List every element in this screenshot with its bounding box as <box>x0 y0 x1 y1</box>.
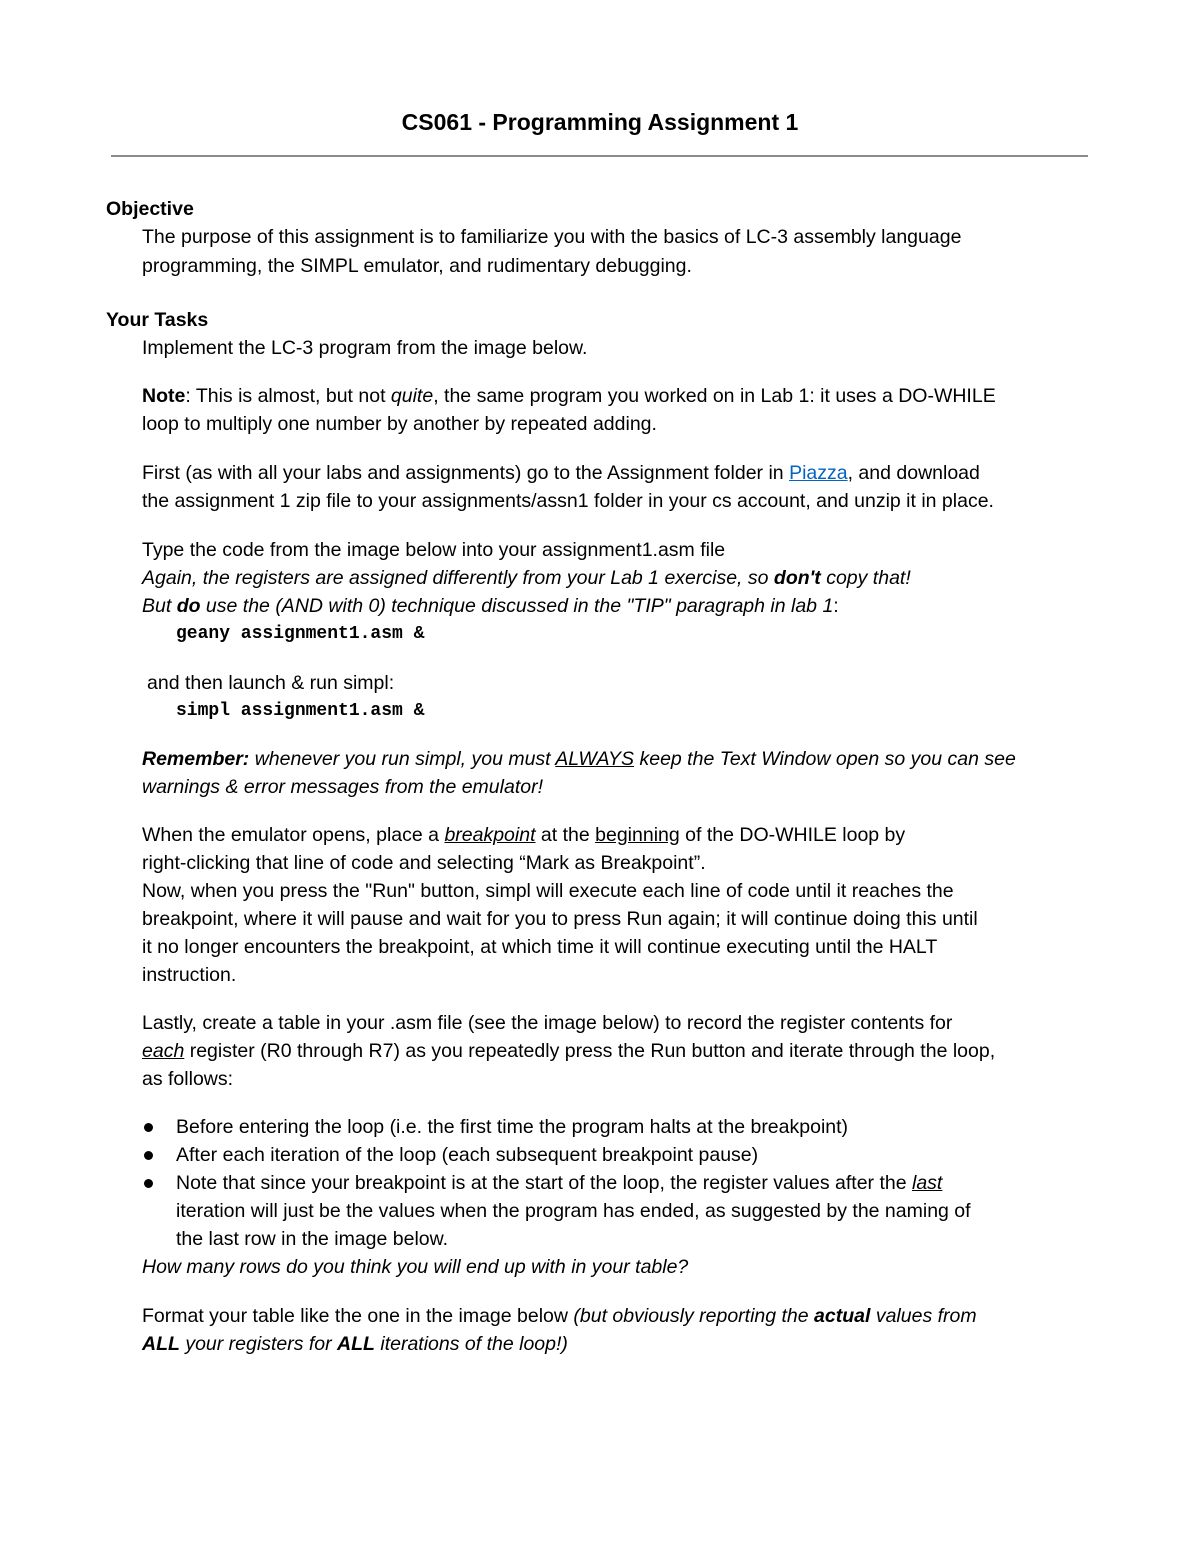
when-beginning: beginning <box>595 824 680 846</box>
first-paragraph-line-1 <box>142 459 980 487</box>
how-many-question: How many rows do you think you will end up with in your table? <box>142 1256 689 1278</box>
piazza-link[interactable]: Piazza <box>789 462 848 484</box>
now-line-1: Now, when you press the "Run" button, simpl will execute each line of code until it reaches the <box>142 880 954 902</box>
first-paragraph-line-2: the assignment 1 zip file to your assignments/assn1 folder in your cs account, and unzip it in place. <box>142 490 994 512</box>
bullet3-line-2: iteration will just be the values when the program has ended, as suggested by the naming of <box>176 1200 971 1222</box>
now-line-2: breakpoint, where it will pause and wait for you to press Run again; it will continue doing this until <box>142 908 978 930</box>
page-title: CS061 - Programming Assignment 1 <box>401 109 799 135</box>
first-text-a: First (as with all your labs and assignments) go to the Assignment folder in <box>142 462 790 484</box>
format-line-1 <box>142 1302 977 1330</box>
objective-line-2: programming, the SIMPL emulator, and rudimentary debugging. <box>142 255 692 277</box>
format-text-e: iterations of the loop!) <box>374 1333 568 1355</box>
but-do-line <box>142 592 839 620</box>
note-text-b: , the same program you worked on in Lab 1: it uses a DO-WHILE <box>433 385 996 407</box>
bullet3-line-3: the last row in the image below. <box>176 1228 449 1250</box>
tasks-heading: Your Tasks <box>106 309 209 331</box>
remember-line-1 <box>142 745 1016 773</box>
again-text-b: copy that! <box>820 567 911 589</box>
title-divider <box>111 155 1088 157</box>
when-breakpoint: breakpoint <box>444 824 536 846</box>
bullet3-last: last <box>912 1172 943 1194</box>
remember-label: Remember: <box>142 748 250 770</box>
bullet-icon <box>144 1151 153 1160</box>
lastly-each: each <box>142 1040 185 1062</box>
objective-heading: Objective <box>106 198 194 220</box>
now-line-3: it no longer encounters the breakpoint, at which time it will continue executing until the HALT <box>142 936 938 958</box>
format-text-c: values from <box>870 1305 977 1327</box>
now-line-4: instruction. <box>142 964 237 986</box>
remember-line-2: warnings & error messages from the emulator! <box>142 776 543 798</box>
remember-text-a: whenever you run simpl, you must <box>249 748 556 770</box>
note-label: Note <box>142 385 186 407</box>
format-text-b: (but obviously reporting the <box>573 1305 815 1327</box>
bullet-text: After each iteration of the loop (each subsequent breakpoint pause) <box>176 1144 759 1166</box>
format-text-a: Format your table like the one in the image below <box>142 1305 574 1327</box>
bullet-icon <box>144 1123 153 1132</box>
again-dont: don't <box>773 567 821 589</box>
bullet-icon <box>144 1179 153 1188</box>
lastly-line-1: Lastly, create a table in your .asm file (see the image below) to record the register contents for <box>142 1012 953 1034</box>
when-line-1 <box>142 821 905 849</box>
when-text-c: of the DO-WHILE loop by <box>679 824 906 846</box>
but-text-c: : <box>833 595 839 617</box>
geany-command: geany assignment1.asm & <box>176 624 425 644</box>
tasks-intro: Implement the LC-3 program from the image below. <box>142 337 588 359</box>
again-text-a: Again, the registers are assigned differently from your Lab 1 exercise, so <box>142 567 774 589</box>
again-line <box>142 564 911 592</box>
note-paragraph-line-1 <box>142 382 996 410</box>
type-code-line: Type the code from the image below into your assignment1.asm file <box>142 539 726 561</box>
format-text-d: your registers for <box>179 1333 338 1355</box>
when-line-2: right-clicking that line of code and selecting “Mark as Breakpoint”. <box>142 852 706 874</box>
bullet-text: Before entering the loop (i.e. the first time the program halts at the breakpoint) <box>176 1116 849 1138</box>
remember-text-b: keep the Text Window open so you can see <box>634 748 1016 770</box>
when-text-a: When the emulator opens, place a <box>142 824 445 846</box>
launch-line: and then launch & run simpl: <box>147 672 395 694</box>
format-all-2: ALL <box>337 1333 375 1355</box>
format-line-2 <box>142 1330 568 1358</box>
simpl-command: simpl assignment1.asm & <box>176 701 425 721</box>
lastly-text: register (R0 through R7) as you repeatedly press the Run button and iterate through the loop, <box>184 1040 996 1062</box>
but-text-b: use the (AND with 0) technique discussed in the "TIP" paragraph in lab 1 <box>200 595 834 617</box>
remember-always: ALWAYS <box>555 748 635 770</box>
note-text-a: : This is almost, but not <box>185 385 391 407</box>
note-paragraph-line-2: loop to multiply one number by another by repeated adding. <box>142 413 657 435</box>
format-all-1: ALL <box>142 1333 180 1355</box>
objective-line-1: The purpose of this assignment is to familiarize you with the basics of LC-3 assembly language <box>142 226 962 248</box>
bullet-text <box>176 1169 942 1197</box>
lastly-line-3: as follows: <box>142 1068 234 1090</box>
but-do: do <box>176 595 201 617</box>
bullet3-text-a: Note that since your breakpoint is at the start of the loop, the register values after the <box>176 1172 912 1194</box>
format-actual: actual <box>814 1305 871 1327</box>
but-text-a: But <box>142 595 177 617</box>
note-quite: quite <box>390 385 434 407</box>
lastly-line-2 <box>142 1037 995 1065</box>
when-text-b: at the <box>535 824 596 846</box>
first-text-b: , and download <box>847 462 980 484</box>
